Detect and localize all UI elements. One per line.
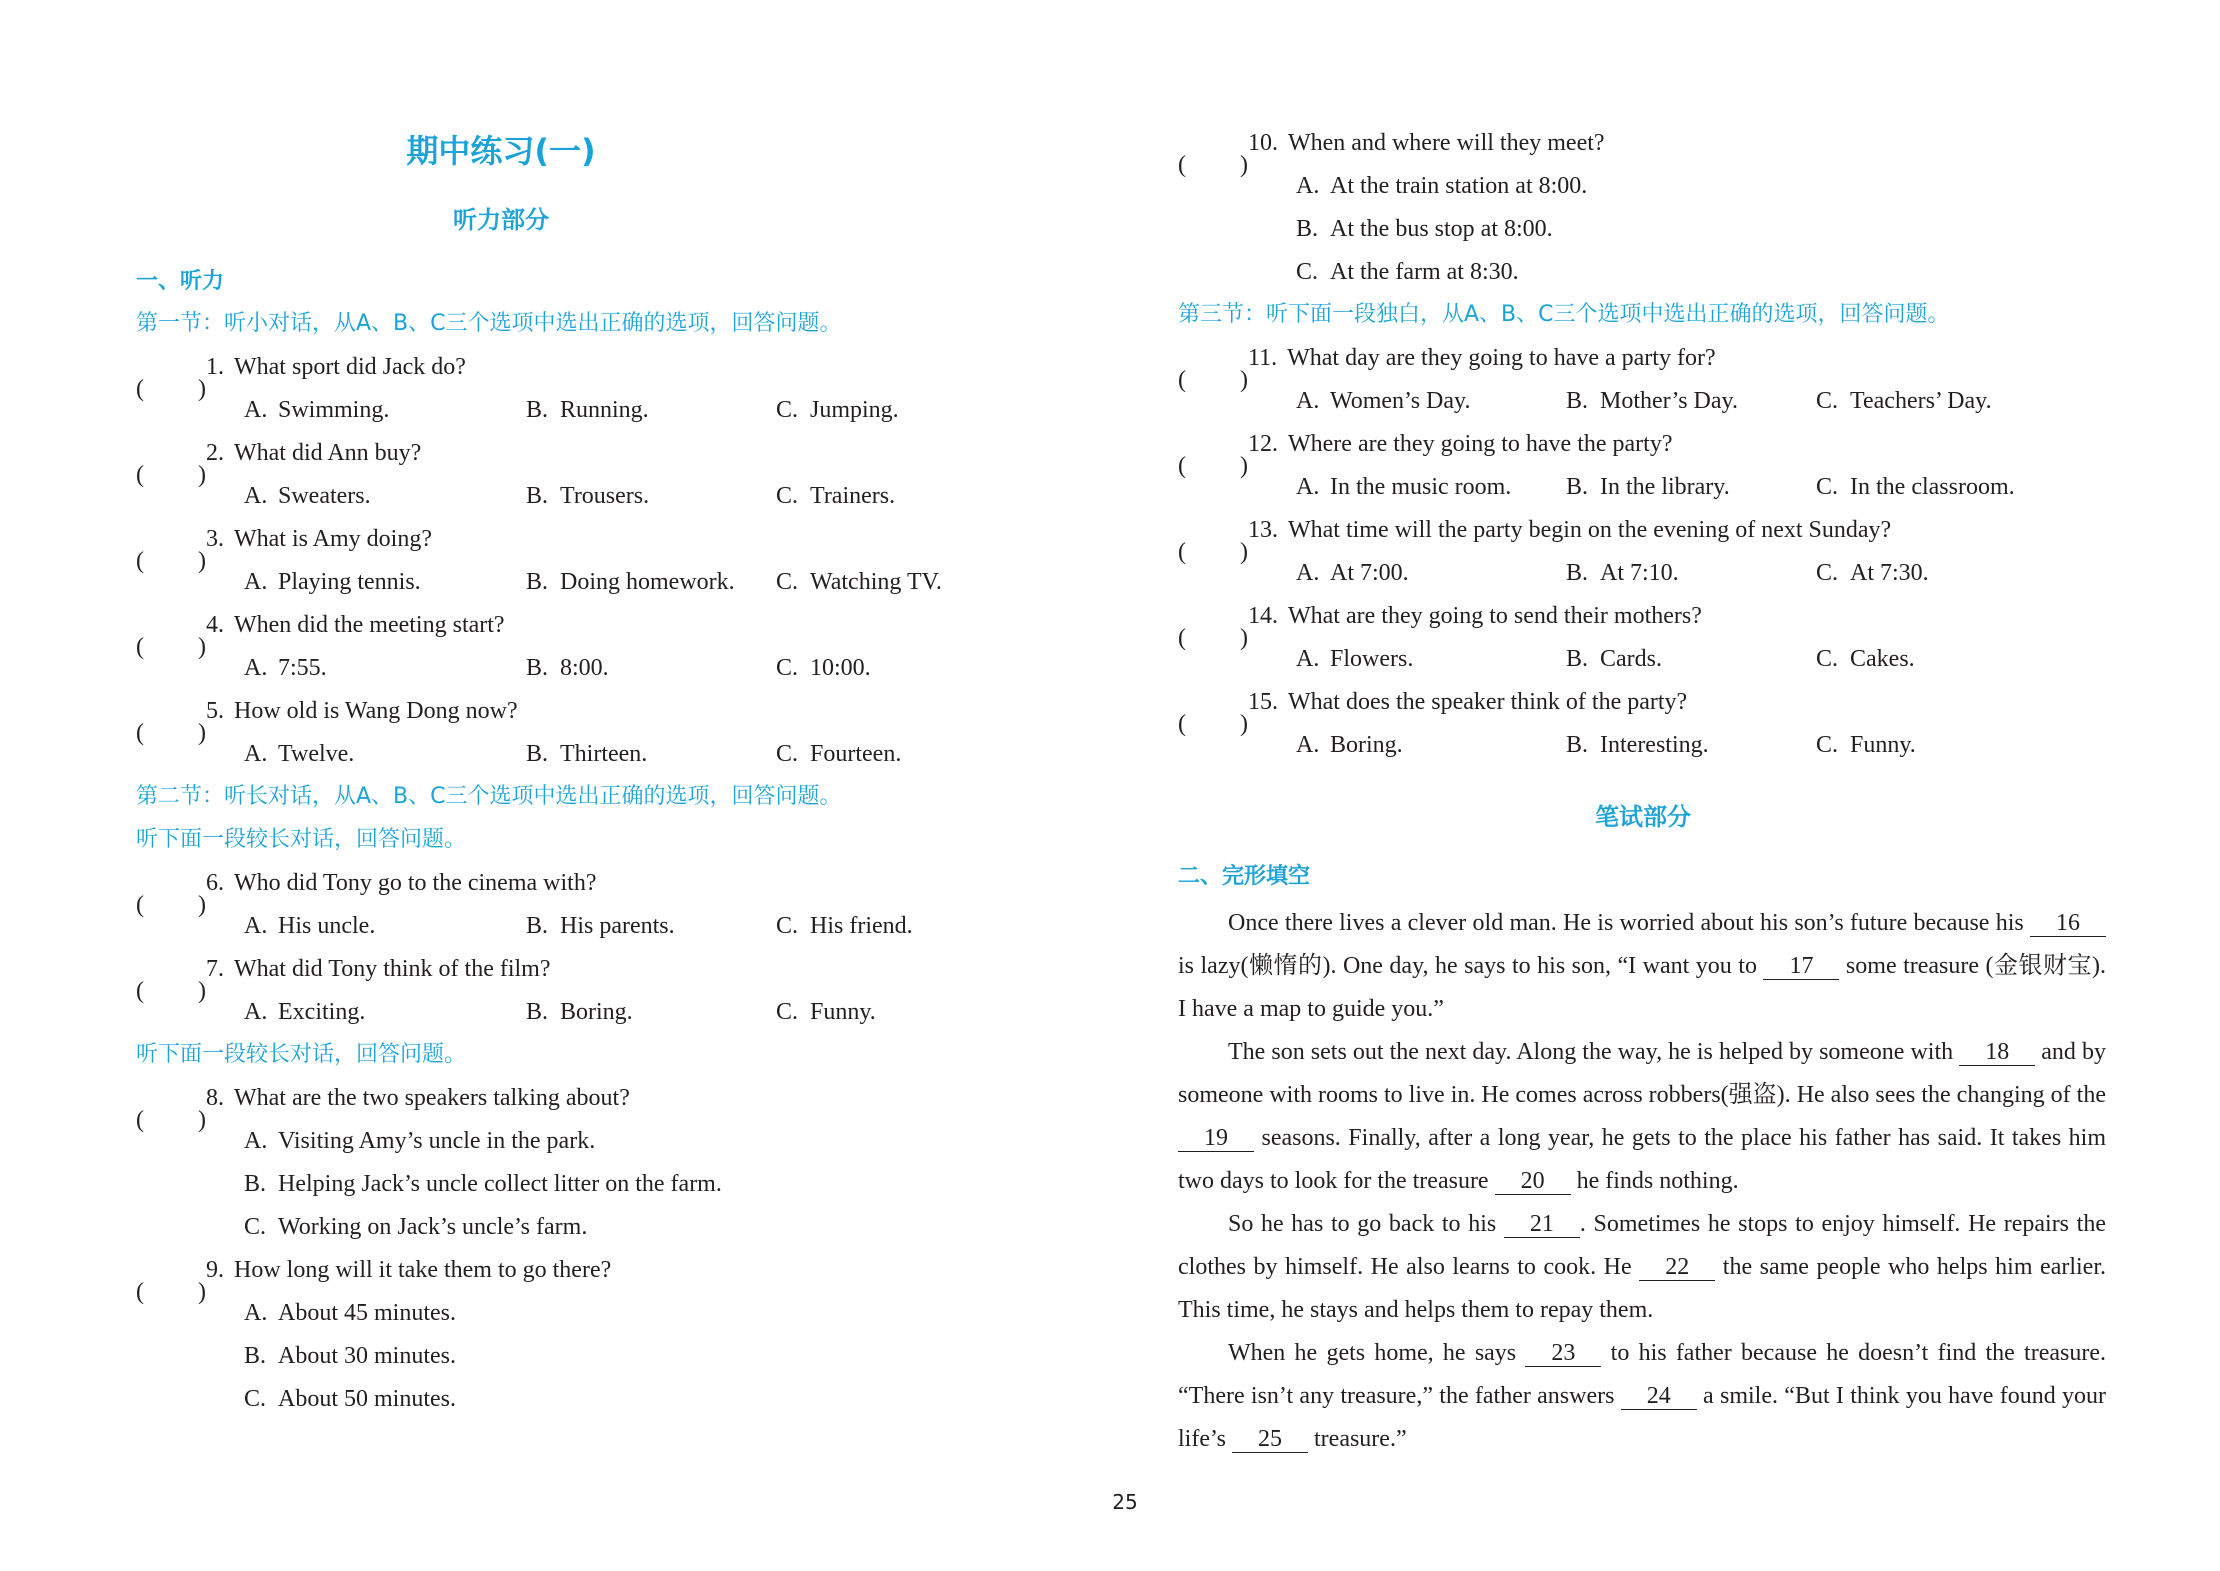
cloze-blank[interactable]: 18 [1959, 1039, 2035, 1066]
question-4 [136, 610, 505, 660]
bracket-close: ) [1240, 711, 1248, 737]
option-a [1296, 558, 1409, 588]
option-text: In the library. [1600, 474, 1730, 500]
part2-sub-instruction-2: 听下面一段较长对话，回答问题。 [136, 1042, 467, 1067]
cloze-text: is lazy(懒惰的). One day, he says to his son, “I want you to [1178, 953, 1764, 979]
section-heading-cloze: 二、完形填空 [1178, 864, 1311, 889]
part2-sub-instruction-1: 听下面一段较长对话，回答问题。 [136, 827, 467, 852]
option-c [1816, 644, 1915, 674]
cloze-blank[interactable]: 19 [1178, 1125, 1254, 1152]
question-text: What did Ann buy? [234, 440, 422, 466]
option-text: Jumping. [810, 397, 899, 423]
bracket-close: ) [198, 548, 206, 574]
option-a [244, 395, 389, 425]
option-text: Trainers. [810, 483, 896, 509]
part3-instruction: 第三节：听下面一段独白，从A、B、C三个选项中选出正确的选项，回答问题。 [1178, 302, 1950, 327]
option-letter: B. [244, 1171, 267, 1197]
option-text: In the classroom. [1850, 474, 2015, 500]
option-c [776, 997, 876, 1027]
section-heading-listening: 一、听力 [136, 269, 225, 294]
option-text: At 7:30. [1850, 560, 1929, 586]
bracket-open: ( [1178, 152, 1186, 178]
option-b [526, 567, 735, 597]
bracket-close: ) [1240, 539, 1248, 565]
bracket-close: ) [198, 720, 206, 746]
option-text: About 30 minutes. [278, 1343, 456, 1369]
option-letter: C. [776, 999, 799, 1025]
question-text: What is Amy doing? [234, 526, 432, 552]
cloze-text: The son sets out the next day. Along the way, he is helped by someone with [1228, 1039, 1960, 1065]
question-number: 3. [206, 526, 224, 552]
option-text: About 50 minutes. [278, 1386, 456, 1412]
bracket-open: ( [1178, 625, 1186, 651]
option-text: Funny. [810, 999, 876, 1025]
question-9 [136, 1255, 612, 1305]
option-c [1816, 386, 1992, 416]
option-letter: A. [1296, 388, 1320, 414]
question-2 [136, 438, 422, 488]
bracket-open: ( [1178, 711, 1186, 737]
option-text: Sweaters. [278, 483, 371, 509]
cloze-text: and by someone with rooms to live in. He comes across robbers(强盗). He also sees the changing of the [1178, 1039, 2106, 1108]
option-text: In the music room. [1330, 474, 1512, 500]
cloze-paragraph-2 [1178, 1031, 2106, 1203]
cloze-text: seasons. Finally, after a long year, he gets to the place his father has said. It takes him two days to look for the treasure [1178, 1125, 2106, 1194]
option-letter: C. [1296, 259, 1319, 285]
option-letter: C. [776, 397, 799, 423]
option-b [526, 997, 633, 1027]
option-letter: A. [244, 655, 268, 681]
option-text: 10:00. [810, 655, 871, 681]
option-a [1296, 472, 1511, 502]
option-c [776, 395, 899, 425]
option-b [526, 739, 647, 769]
option-letter: A. [1296, 560, 1320, 586]
page-title: 期中练习(一) [406, 132, 596, 170]
option-letter: C. [776, 913, 799, 939]
option-text: At 7:00. [1330, 560, 1409, 586]
option-b [526, 481, 649, 511]
cloze-text: a smile. “But I think you have found your life’s [1178, 1383, 2106, 1452]
question-number: 14. [1248, 603, 1278, 629]
option-b [1566, 472, 1730, 502]
cloze-blank[interactable]: 20 [1495, 1168, 1571, 1195]
part1-instruction: 第一节：听小对话，从A、B、C三个选项中选出正确的选项，回答问题。 [136, 311, 842, 336]
cloze-text: the same people who helps him earlier. This time, he stays and helps them to repay them. [1178, 1254, 2106, 1323]
cloze-blank[interactable]: 24 [1621, 1383, 1697, 1410]
option-a [244, 653, 327, 683]
option-text: His friend. [810, 913, 913, 939]
cloze-blank[interactable]: 17 [1763, 953, 1839, 980]
option-c [776, 739, 901, 769]
cloze-text: some treasure (金银财宝). I have a map to guide you.” [1178, 953, 2106, 1022]
option-a [1296, 171, 1587, 201]
option-letter: C. [776, 569, 799, 595]
option-text: Doing homework. [560, 569, 735, 595]
option-a [244, 997, 365, 1027]
question-text: When and where will they meet? [1288, 130, 1605, 156]
option-letter: B. [1566, 560, 1589, 586]
option-a [244, 911, 375, 941]
cloze-text: . Sometimes he stops to enjoy himself. He repairs the clothes by himself. He also learns to cook. He [1178, 1211, 2106, 1280]
option-letter: C. [244, 1386, 267, 1412]
option-letter: C. [776, 483, 799, 509]
option-letter: B. [1566, 732, 1589, 758]
bracket-close: ) [1240, 625, 1248, 651]
question-8 [136, 1083, 630, 1133]
option-text: At the train station at 8:00. [1330, 173, 1588, 199]
option-b [1566, 386, 1738, 416]
question-number: 1. [206, 354, 224, 380]
option-letter: A. [244, 741, 268, 767]
option-letter: B. [1296, 216, 1319, 242]
bracket-open: ( [1178, 453, 1186, 479]
option-letter: A. [244, 1300, 268, 1326]
bracket-close: ) [1240, 367, 1248, 393]
question-number: 8. [206, 1085, 224, 1111]
bracket-open: ( [136, 376, 144, 402]
cloze-paragraph-4 [1178, 1332, 2106, 1461]
bracket-open: ( [136, 720, 144, 746]
cloze-paragraph-1 [1178, 902, 2106, 1031]
option-letter: B. [526, 397, 549, 423]
page-number: 25 [1112, 1490, 1138, 1514]
option-letter: B. [526, 483, 549, 509]
question-7 [136, 954, 551, 1004]
option-letter: C. [776, 741, 799, 767]
question-number: 9. [206, 1257, 224, 1283]
option-b [1296, 214, 1553, 244]
question-text: What time will the party begin on the evening of next Sunday? [1288, 517, 1892, 543]
bracket-open: ( [136, 1107, 144, 1133]
option-c [776, 653, 871, 683]
cloze-blank[interactable]: 16 [2030, 910, 2106, 937]
option-b [1566, 558, 1679, 588]
question-text: What are they going to send their mothers? [1288, 603, 1702, 629]
option-b [526, 395, 649, 425]
option-c [244, 1212, 587, 1242]
question-text: How long will it take them to go there? [234, 1257, 612, 1283]
option-letter: A. [244, 913, 268, 939]
question-1 [136, 352, 466, 402]
option-text: Funny. [1850, 732, 1916, 758]
bracket-close: ) [198, 634, 206, 660]
option-letter: C. [1816, 388, 1839, 414]
option-text: Exciting. [278, 999, 366, 1025]
option-letter: C. [244, 1214, 267, 1240]
option-text: Watching TV. [810, 569, 942, 595]
option-letter: B. [1566, 646, 1589, 672]
question-10 [1178, 128, 1605, 178]
question-text: What day are they going to have a party for? [1287, 345, 1716, 371]
question-text: What sport did Jack do? [234, 354, 466, 380]
bracket-close: ) [1240, 152, 1248, 178]
option-text: Running. [560, 397, 649, 423]
option-text: 8:00. [560, 655, 609, 681]
option-letter: B. [526, 655, 549, 681]
option-letter: B. [526, 569, 549, 595]
question-text: Where are they going to have the party? [1288, 431, 1673, 457]
bracket-open: ( [136, 548, 144, 574]
question-3 [136, 524, 432, 574]
option-text: 7:55. [278, 655, 327, 681]
bracket-open: ( [136, 978, 144, 1004]
question-text: What does the speaker think of the party? [1288, 689, 1688, 715]
option-text: His uncle. [278, 913, 376, 939]
option-letter: C. [1816, 560, 1839, 586]
question-number: 2. [206, 440, 224, 466]
option-a [244, 1298, 456, 1328]
question-text: Who did Tony go to the cinema with? [234, 870, 597, 896]
option-a [244, 1126, 595, 1156]
option-text: Visiting Amy’s uncle in the park. [278, 1128, 596, 1154]
option-text: Swimming. [278, 397, 390, 423]
bracket-close: ) [198, 462, 206, 488]
bracket-open: ( [1178, 367, 1186, 393]
option-c [1296, 257, 1519, 287]
option-letter: C. [1816, 646, 1839, 672]
bracket-close: ) [1240, 453, 1248, 479]
option-letter: A. [1296, 474, 1320, 500]
option-c [1816, 472, 2015, 502]
question-number: 7. [206, 956, 224, 982]
option-text: Trousers. [560, 483, 650, 509]
question-number: 10. [1248, 130, 1278, 156]
question-14 [1178, 601, 1702, 651]
option-letter: B. [1566, 388, 1589, 414]
cloze-blank[interactable]: 23 [1525, 1340, 1601, 1367]
question-5 [136, 696, 518, 746]
question-number: 15. [1248, 689, 1278, 715]
question-13 [1178, 515, 1892, 565]
option-letter: B. [526, 999, 549, 1025]
option-letter: A. [1296, 173, 1320, 199]
question-number: 13. [1248, 517, 1278, 543]
option-letter: A. [1296, 732, 1320, 758]
question-6 [136, 868, 597, 918]
option-c [244, 1384, 456, 1414]
cloze-paragraph-3 [1178, 1203, 2106, 1332]
cloze-text: to his father because he doesn’t find the treasure. “There isn’t any treasure,” the father answers [1178, 1340, 2107, 1409]
bracket-open: ( [1178, 539, 1186, 565]
option-text: Twelve. [278, 741, 355, 767]
bracket-open: ( [136, 892, 144, 918]
question-15 [1178, 687, 1688, 737]
option-letter: B. [526, 913, 549, 939]
option-letter: C. [776, 655, 799, 681]
option-a [1296, 644, 1413, 674]
option-a [244, 567, 421, 597]
option-text: Working on Jack’s uncle’s farm. [278, 1214, 588, 1240]
bracket-open: ( [136, 634, 144, 660]
option-a [1296, 730, 1403, 760]
option-text: Helping Jack’s uncle collect litter on the farm. [278, 1171, 722, 1197]
option-text: Playing tennis. [278, 569, 421, 595]
question-text: What are the two speakers talking about? [234, 1085, 630, 1111]
question-number: 4. [206, 612, 224, 638]
option-b [1566, 730, 1709, 760]
writing-section-title: 笔试部分 [1595, 803, 1691, 831]
option-a [244, 739, 354, 769]
part2-instruction: 第二节：听长对话，从A、B、C三个选项中选出正确的选项，回答问题。 [136, 784, 842, 809]
option-a [1296, 386, 1470, 416]
option-text: Teachers’ Day. [1850, 388, 1992, 414]
question-number: 12. [1248, 431, 1278, 457]
option-letter: B. [526, 741, 549, 767]
option-b [1566, 644, 1662, 674]
option-text: Thirteen. [560, 741, 648, 767]
question-12 [1178, 429, 1673, 479]
option-text: Interesting. [1600, 732, 1709, 758]
option-letter: B. [244, 1343, 267, 1369]
option-letter: A. [244, 397, 268, 423]
question-number: 5. [206, 698, 224, 724]
bracket-close: ) [198, 376, 206, 402]
question-text: How old is Wang Dong now? [234, 698, 518, 724]
option-c [776, 567, 942, 597]
option-c [776, 911, 913, 941]
question-number: 11. [1248, 345, 1278, 371]
option-text: Women’s Day. [1330, 388, 1471, 414]
option-letter: B. [1566, 474, 1589, 500]
option-letter: C. [1816, 732, 1839, 758]
option-letter: C. [1816, 474, 1839, 500]
question-11 [1178, 343, 1716, 393]
option-text: Cards. [1600, 646, 1662, 672]
cloze-text: treasure.” [1308, 1426, 1407, 1452]
cloze-text: he finds nothing. [1570, 1168, 1739, 1194]
option-text: Mother’s Day. [1600, 388, 1738, 414]
option-text: Fourteen. [810, 741, 902, 767]
option-letter: A. [244, 999, 268, 1025]
bracket-close: ) [198, 1107, 206, 1133]
option-c [1816, 558, 1929, 588]
cloze-text: So he has to go back to his [1228, 1211, 1504, 1237]
option-letter: A. [244, 1128, 268, 1154]
question-text: When did the meeting start? [234, 612, 505, 638]
option-text: At the farm at 8:30. [1330, 259, 1519, 285]
bracket-close: ) [198, 892, 206, 918]
option-letter: A. [244, 569, 268, 595]
cloze-blank[interactable]: 25 [1232, 1426, 1308, 1453]
option-text: About 45 minutes. [278, 1300, 456, 1326]
option-b [244, 1169, 722, 1199]
cloze-text: Once there lives a clever old man. He is worried about his son’s future because his [1228, 910, 2030, 936]
cloze-text: When he gets home, he says [1228, 1340, 1526, 1366]
option-c [776, 481, 895, 511]
listening-section-title: 听力部分 [453, 206, 549, 234]
option-c [1816, 730, 1916, 760]
question-text: What did Tony think of the film? [234, 956, 551, 982]
cloze-blank[interactable]: 22 [1639, 1254, 1715, 1281]
option-text: At 7:10. [1600, 560, 1679, 586]
option-letter: A. [244, 483, 268, 509]
option-b [244, 1341, 456, 1371]
question-number: 6. [206, 870, 224, 896]
bracket-close: ) [198, 1279, 206, 1305]
bracket-open: ( [136, 462, 144, 488]
option-b [526, 911, 675, 941]
option-text: His parents. [560, 913, 675, 939]
cloze-blank[interactable]: 21 [1504, 1211, 1580, 1238]
option-text: Boring. [1330, 732, 1403, 758]
option-text: Boring. [560, 999, 633, 1025]
option-b [526, 653, 609, 683]
option-letter: A. [1296, 646, 1320, 672]
option-text: Flowers. [1330, 646, 1414, 672]
option-a [244, 481, 371, 511]
option-text: At the bus stop at 8:00. [1330, 216, 1553, 242]
bracket-close: ) [198, 978, 206, 1004]
bracket-open: ( [136, 1279, 144, 1305]
option-text: Cakes. [1850, 646, 1915, 672]
